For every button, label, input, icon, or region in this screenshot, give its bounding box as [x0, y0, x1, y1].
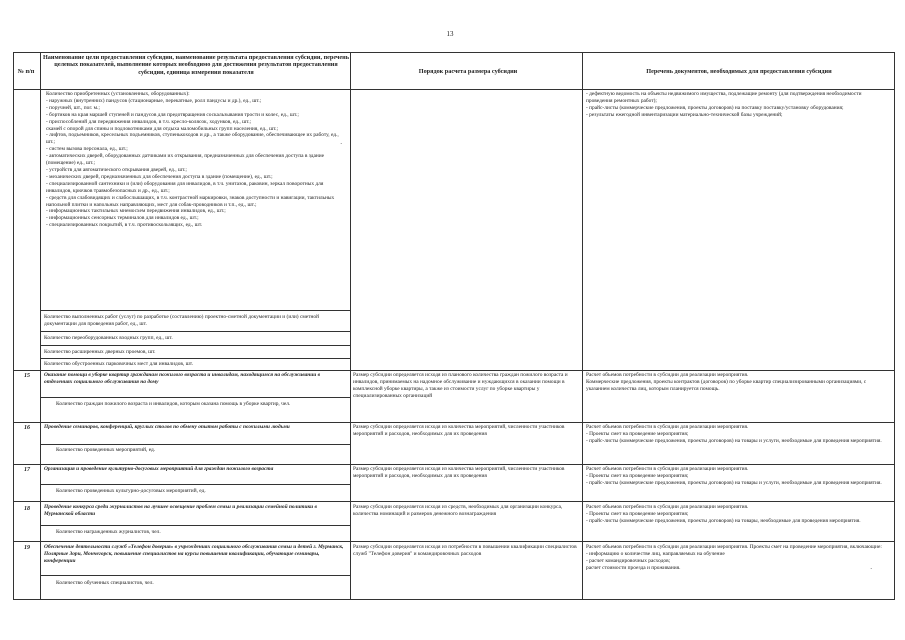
equipment-list: Количество приобретенных (установленных, оборудованных): - наружных (внутренних) пандусов (стационарные, перекатные, ролл пандусы и др.), ед., шт.; - поручней, шт., пог. м.; - бортиков на края маршей ступеней и пандусов для предотвращения соскальзывания трости и колес, ед., шт.; - приспособлений для передвижения инвалидов, в т.ч. кресло-колясок, ходунков, ед., шт.; скамей с опорой для спины и подлокотниками для отдыха маломобильных групп населения, ед., шт.; - лифтов, подъемников, кресельных подъемников, ступенькоходов и др., а также оборудование, обеспечивающее их работу, ед., шт.; - систем вызова персонала, ед., шт.; - автоматических дверей, оборудованных датчиками их открывания, предназначенных для обеспечения доступа в здание (помещение) ед., шт.; - устройств для автоматического открывания дверей, ед., шт.; - механических дверей, предназначенных для обеспечения доступа в здание (помещение), ед., шт.; - специализированной сантехники и (или) оборудования для инвалидов, в т.ч. унитазов, раковин, зеркал поворотных для инвалидов, крючков травмобезопасных и др., ед., шт.; - средств для слабовидящих и слабослышащих, в т.ч. контрастной маркировки, знаков доступности и навигации, тактильных напольной плитки и напольных направляющих, мест для собак-проводников и т.п., ед., шт.; - информационных тактильных мнемосхем передвижения инвалидов, ед., шт.; - информационных сенсорных терминалов для инвалидов ед., шт.; - специализированных покрытий, в т.ч. противоскользящих, ед., шт. [46, 91, 339, 229]
row-number: 15 [24, 373, 30, 379]
row-docs: Расчет объемов потребности в субсидии для реализации мероприятия. Проекты смет на проведение мероприятия, включающие: - информацию о количестве лиц, направляемых на обучение - расчет командировочных расходов; расчет стоимости проезда и проживания. [586, 544, 882, 571]
header-col-num: № п/п [17, 68, 35, 75]
row-calc: Размер субсидии определяется исходя из потребности в повышении квалификации специалистов служб "Телефон доверия" и командировочных расходов [353, 544, 577, 557]
row-number: 19 [24, 545, 30, 551]
indicator-door-openings: Количество расширенных дверных проемов, шт. [44, 349, 156, 355]
row-indicator: Количество граждан пожилого возраста и инвалидов, которым оказана помощь в уборке квартир, чел. [56, 401, 291, 407]
row-calc: Размер субсидии определяется исходя из количества мероприятий, численности участников мероприятий и расходов, необходимых для их проведения [353, 424, 565, 437]
indicator-entrance-groups: Количество переоборудованных входных групп, ед., шт. [44, 335, 173, 341]
row-goal: Оказание помощи в уборке квартир гражданам пожилого возраста и инвалидам, находящимся на обслуживании в отделениях социального обслуживания на дому [44, 372, 321, 385]
col-divider [350, 52, 351, 599]
row-divider [40, 525, 351, 526]
row-divider [40, 310, 351, 311]
row-divider [13, 501, 894, 502]
row-calc: Размер субсидии определяется исходя из средств, необходимых для организации конкурса, количества номинаций и размеров денежного вознаграждения [353, 504, 563, 517]
row-indicator: Количество обученных специалистов, чел. [56, 580, 154, 586]
header-col-docs: Перечень документов, необходимых для предоставления субсидии [646, 68, 832, 75]
row-divider [13, 370, 894, 371]
row-number: 16 [24, 425, 30, 431]
row-divider [13, 89, 894, 90]
row-divider [40, 484, 351, 485]
row-indicator: Количество проведенных мероприятий, ед. [56, 447, 156, 453]
col-divider [40, 52, 41, 599]
row-goal: Проведение семинаров, конференций, круглых столов по обмену опытом работы с пожилыми людьми [44, 424, 290, 430]
header-col-name: Наименование цели предоставления субсидии, наименование результата предоставления субсидии, перечень целевых показателей, выполнение которых необходимо для достижения результатов предоставления субсидии, единица измерения показателя [42, 54, 350, 76]
indicator-design-docs: Количество выполненных работ (услуг) по разработке (составлению) проектно-сметной документации и (или) сметной документации для проведения работ, ед., шт. [44, 314, 319, 327]
row-divider [40, 345, 351, 346]
row-calc: Размер субсидии определяется исходя из планового количества граждан пожилого возраста и инвалидов, принимаемых на надомное обслуживание и нуждающихся в оказании помощи в комплексной уборке квартиры, а также из стоимости услуг по уборке квартиры у специализированных организаций [353, 372, 568, 399]
page-number: 13 [446, 30, 454, 38]
row-docs: Расчет объемов потребности в субсидии для реализации мероприятия. - Проекты смет на проведение мероприятия; - прайс-листы (коммерческие предложения, проекты договоров) на товары и услуги, необходимые для проведения мероприятия. [586, 424, 882, 444]
scan-mark: · [340, 140, 343, 148]
row-docs: Расчет объемов потребности в субсидии для реализации мероприятия. Коммерческие предложения, проекты контрактов (договоров) по уборке квартир специализированными организациями, с указанием количества лиц, которым планируется помощь. [586, 372, 867, 392]
row-goal: Проведение конкурса среди журналистов на лучшее освещение проблем семьи и реализации семейной политики в Мурманской области [44, 504, 317, 517]
scan-mark: · [870, 565, 873, 573]
header-col-calc: Порядок расчета размера субсидии [418, 68, 518, 75]
row-divider [13, 464, 894, 465]
row-divider [40, 397, 351, 398]
row-goal: Обеспечение деятельности служб «Телефон доверия» в учреждениях социального обслуживания семьи и детей г. Мурманск, Полярные Зори, Мончегорск, повышение специалистов на курсы повышения квалификации, обучающие семинары, конференции [44, 544, 344, 564]
docs-continuation: - дефектную ведомость на объекты недвижимого имущества, подлежащие ремонту (для подтверждения необходимости проведения ремонтных работ); - прайс-листы (коммерческие предложения, проекты договоров) на поставку поставку/установку оборудования; - результаты ежегодной инвентаризации материально-технической базы учреждений; [586, 91, 862, 118]
col-divider [582, 52, 583, 599]
row-calc: Размер субсидии определяется исходя из количества мероприятий, численности участников мероприятий и расходов, необходимых для их проведения [353, 466, 565, 479]
row-divider [40, 575, 351, 576]
row-goal: Организация и проведение культурно-досуговых мероприятий для граждан пожилого возраста [44, 466, 274, 472]
row-number: 18 [24, 506, 30, 512]
row-divider [13, 541, 894, 542]
row-docs: Расчет объемов потребности в субсидии для реализации мероприятия. - Проекты смет на проведение мероприятия; - прайс-листы (коммерческие предложения, проекты договоров) на товары, необходимые для проведения мероприятия. [586, 504, 861, 524]
row-number: 17 [24, 467, 30, 473]
row-divider [40, 331, 351, 332]
indicator-parking: Количество обустроенных парковочных мест для инвалидов, шт. [44, 361, 194, 367]
row-indicator: Количество проведенных культурно-досуговых мероприятий, ед. [56, 488, 206, 494]
row-indicator: Количество награжденных журналистов, чел. [56, 529, 161, 535]
row-divider [40, 444, 351, 445]
row-divider [13, 422, 894, 423]
row-docs: Расчет объемов потребности в субсидии для реализации мероприятия. - Проекты смет на проведение мероприятия; - прайс-листы (коммерческие предложения, проекты договоров) на товары и услуги, необходимые для проведения мероприятия. [586, 466, 882, 486]
row-divider [40, 358, 351, 359]
